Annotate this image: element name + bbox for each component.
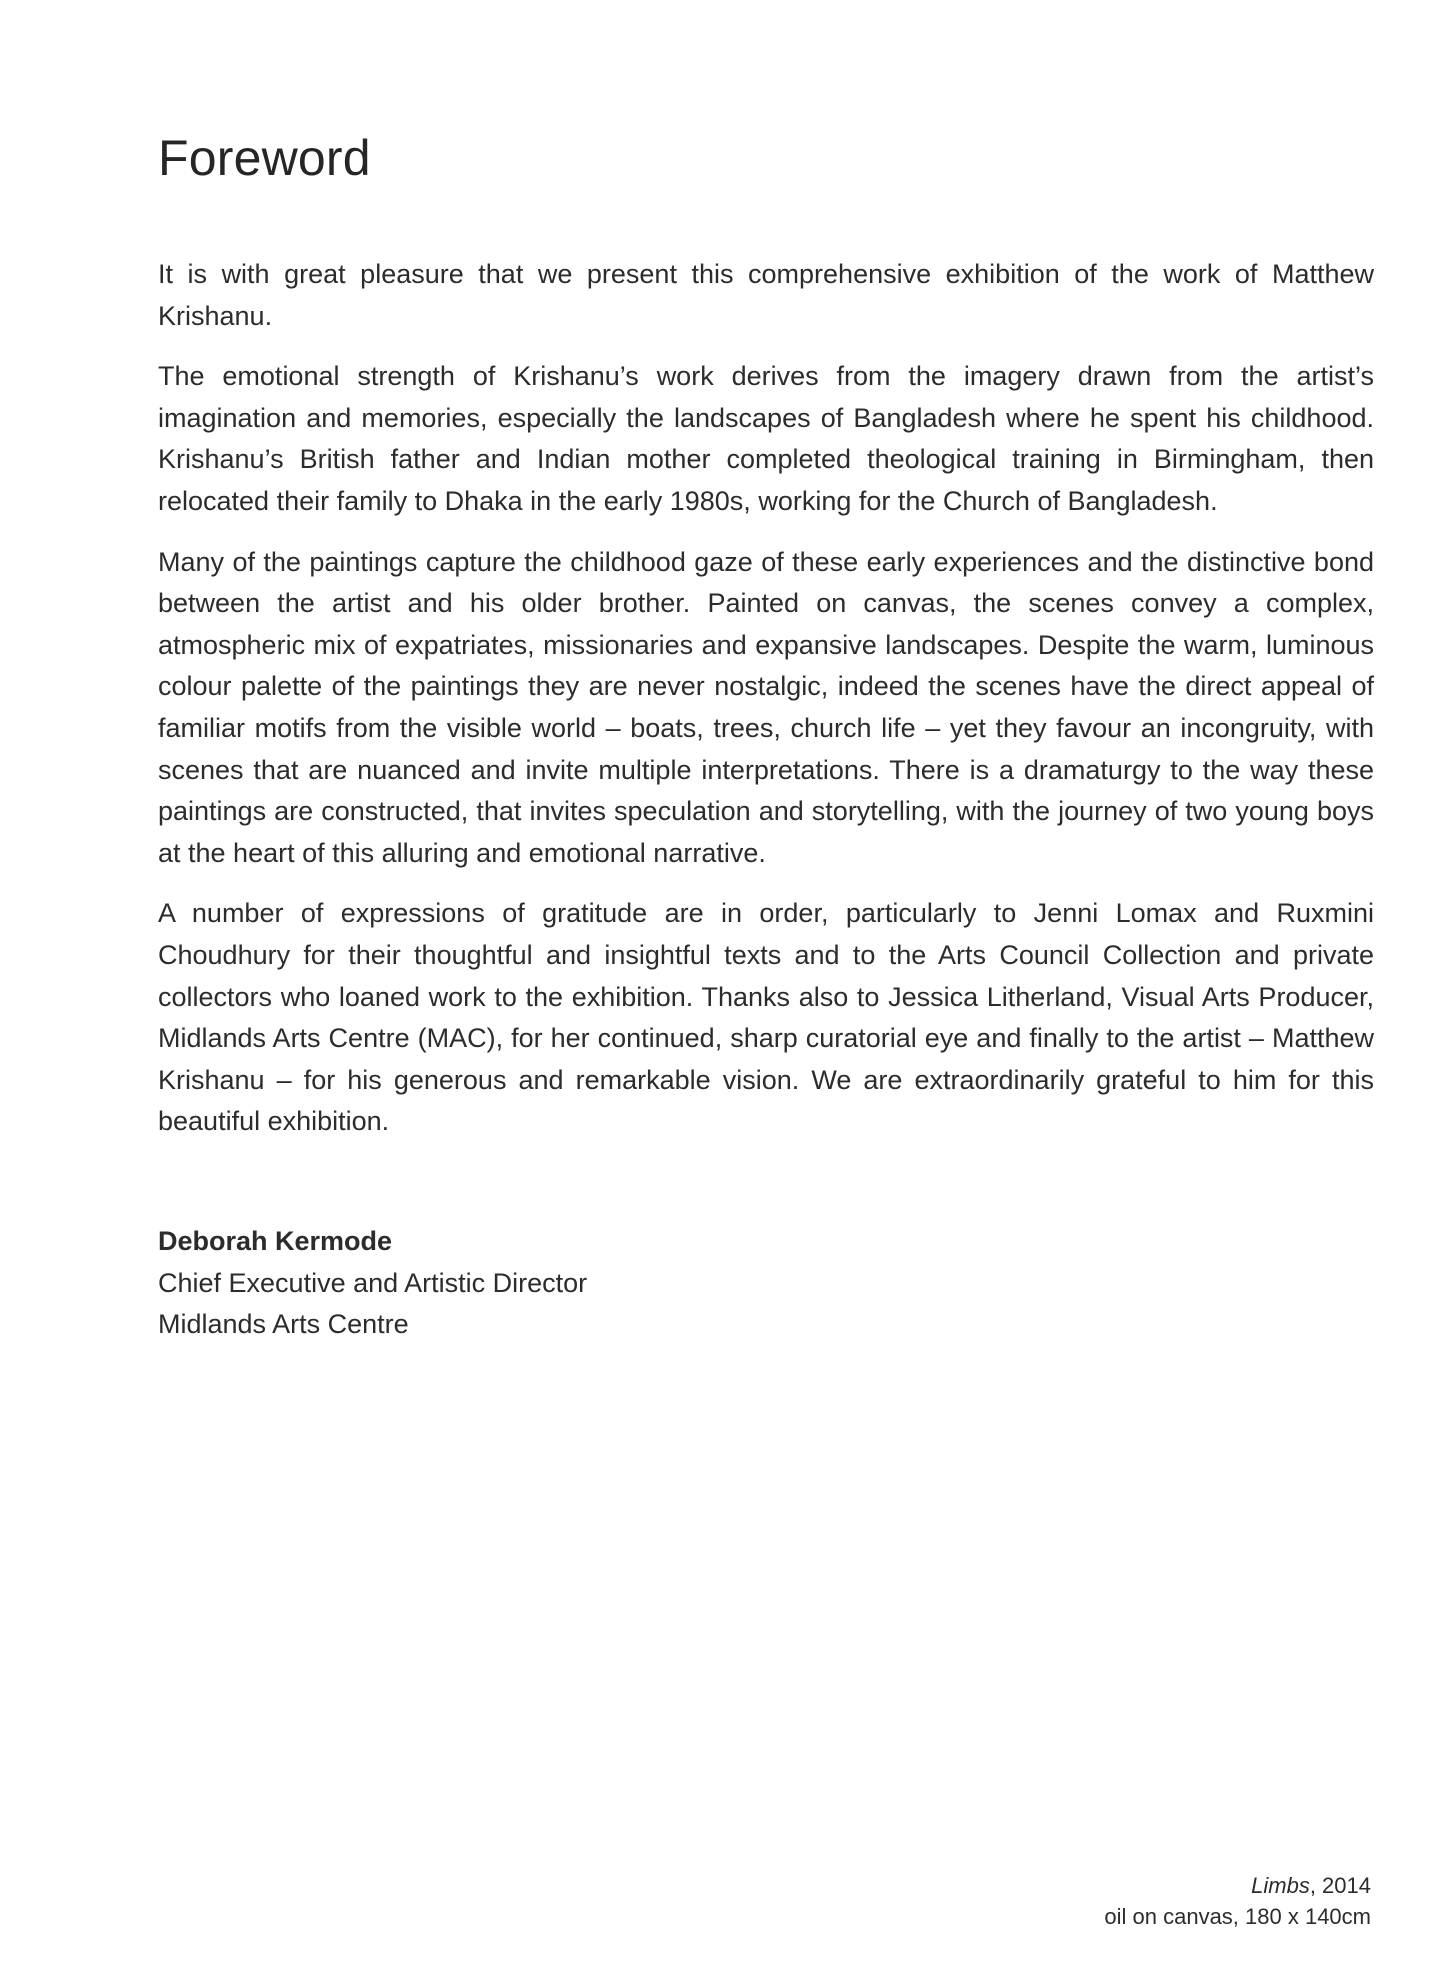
paragraph-intro: It is with great pleasure that we present this comprehensive exhibition of the work of Matthew Krishanu.: [158, 259, 1374, 331]
caption-details: oil on canvas, 180 x 140cm: [1104, 1904, 1371, 1929]
paragraph-background: The emotional strength of Krishanu’s work derives from the imagery drawn from the artist’s imagination and memories, especially the landscapes of Bangladesh where he spent his childhood. Krishanu’s British father and Indian mother completed theological training in Birmingham, then relocated their family to Dhaka in the early 1980s, working for the Church of Bangladesh.: [158, 361, 1374, 516]
signatory-role: Chief Executive and Artistic Director: [158, 1267, 588, 1298]
caption-work-title: Limbs: [1251, 1873, 1310, 1898]
artwork-caption: [1104, 1870, 1371, 1932]
foreword-body: [158, 254, 1374, 1162]
caption-title-row: [1104, 1870, 1371, 1901]
page-title: Foreword: [158, 130, 371, 186]
signatory-organization: Midlands Arts Centre: [158, 1309, 409, 1340]
paragraph-acknowledgements: A number of expressions of gratitude are in order, particularly to Jenni Lomax and Ruxmini Choudhury for their thoughtful and insightful texts and to the Arts Council Collection and private collectors who loaned work to the exhibition. Thanks also to Jessica Litherland, Visual Arts Producer, Midlands Arts Centre (MAC), for her continued, sharp curatorial eye and finally to the artist – Matthew Krishanu – for his generous and remarkable vision. We are extraordinarily grateful to him for this beautiful exhibition.: [158, 898, 1374, 1137]
signatory-name: Deborah Kermode: [158, 1226, 393, 1256]
caption-year: , 2014: [1309, 1873, 1371, 1898]
paragraph-paintings: Many of the paintings capture the childhood gaze of these early experiences and the distinctive bond between the artist and his older brother. Painted on canvas, the scenes convey a complex, atmospheric mix of expatriates, missionaries and expansive landscapes. Despite the warm, luminous colour palette of the paintings they are never nostalgic, indeed the scenes have the direct appeal of familiar motifs from the visible world – boats, trees, church life – yet they favour an incongruity, with scenes that are nuanced and invite multiple interpretations. There is a dramaturgy to the way these paintings are constructed, that invites speculation and storytelling, with the journey of two young boys at the heart of this alluring and emotional narrative.: [158, 546, 1374, 868]
signature-block: [158, 1221, 587, 1346]
